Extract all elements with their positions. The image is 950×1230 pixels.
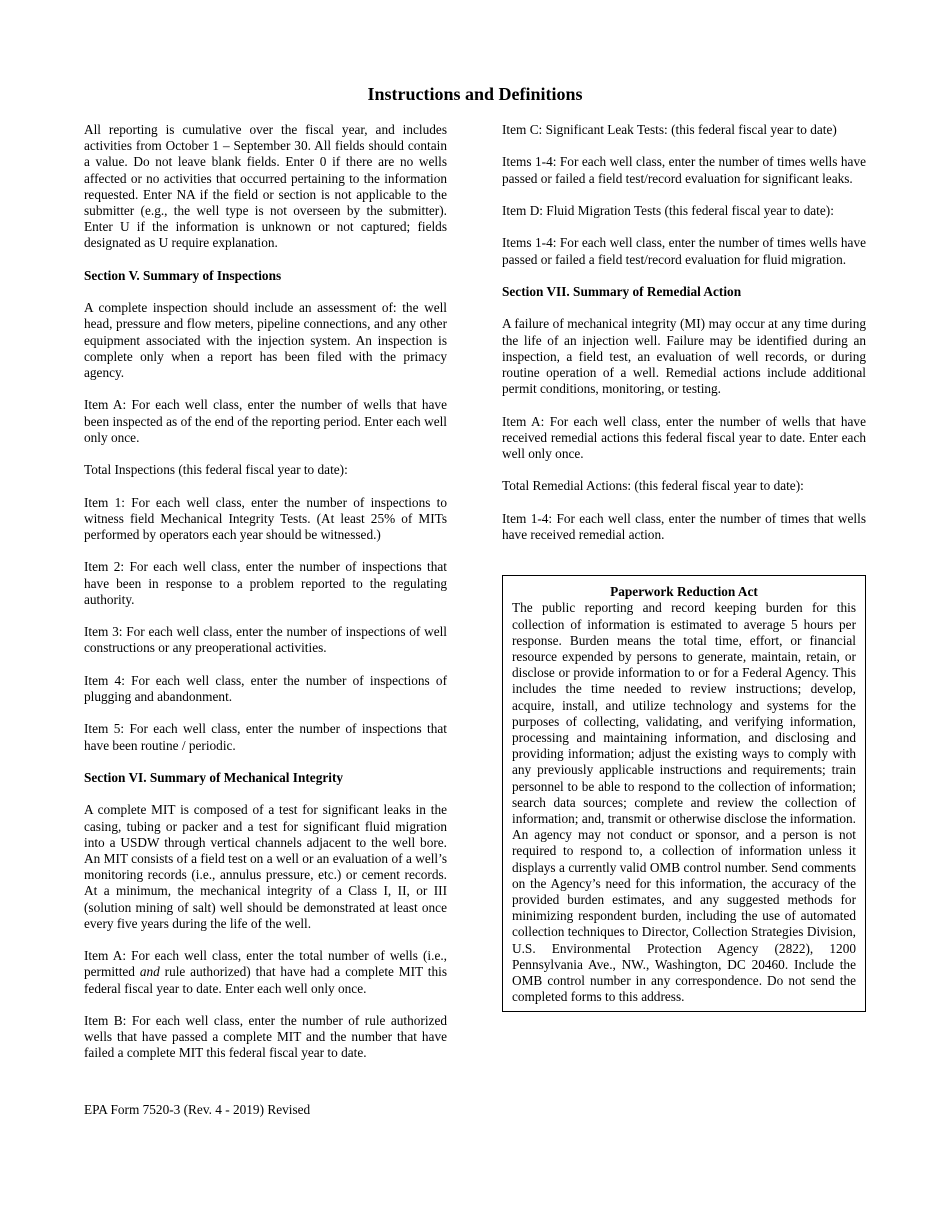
section-v-item-a: Item A: For each well class, enter the number of wells that have been inspected as of the end of the reporting period. Enter each well only once. bbox=[84, 397, 447, 445]
section-v-item-3: Item 3: For each well class, enter the number of inspections of well constructions or any preoperational activities. bbox=[84, 624, 447, 656]
total-remedial-actions-label: Total Remedial Actions: (this federal fiscal year to date): bbox=[502, 478, 804, 494]
left-column bbox=[84, 122, 447, 1078]
section-vi-item-a bbox=[84, 948, 447, 997]
section-vii-intro-paragraph: A failure of mechanical integrity (MI) may occur at any time during the life of an injection well. Failure may be identified during an inspection, a field test, an evaluation of well records, or during routine operation of a well. Remedial actions include additional permit conditions, monitoring, or testing. bbox=[502, 316, 866, 397]
section-v-item-1: Item 1: For each well class, enter the number of inspections to witness field Mechanical Integrity Tests. (At least 25% of MITs performed by operators each year should be witnessed.) bbox=[84, 494, 447, 542]
item-d-label: Item D: Fluid Migration Tests (this federal fiscal year to date): bbox=[502, 202, 834, 218]
section-v-intro-paragraph: A complete inspection should include an assessment of: the well head, pressure and flow meters, pipeline connections, and any other equipment associated with the injection system. An inspection is complete only when a report has been filed with the primacy agency. bbox=[84, 300, 447, 381]
item-c-label: Item C: Significant Leak Tests: (this federal fiscal year to date) bbox=[502, 122, 837, 137]
section-vi-item-a-emphasis: and bbox=[139, 964, 160, 980]
section-vi-item-a-part1: Item A: For each well class, enter the total number of wells (i.e., permitted bbox=[84, 948, 447, 980]
section-vi-heading: Section VI. Summary of Mechanical Integrity bbox=[84, 769, 344, 785]
section-v-heading: Section V. Summary of Inspections bbox=[84, 267, 282, 283]
right-column bbox=[502, 122, 866, 1012]
total-inspections-label: Total Inspections (this federal fiscal year to date): bbox=[84, 462, 348, 478]
page-title: Instructions and Definitions bbox=[367, 84, 583, 104]
reporting-intro-paragraph: All reporting is cumulative over the fiscal year, and includes activities from October 1 – September 30. All fields should contain a value. Do not leave blank fields. Enter 0 if there are no wells affected or no activities that occurred pertaining to the information requested. Enter NA if the field or section is not applicable to the submitter (e.g., the well type is not overseen by the submitter). Enter U if the information is unknown or not captured; fields designated as U require explanation. bbox=[84, 122, 447, 251]
section-vi-intro-paragraph: A complete MIT is composed of a test for significant leaks in the casing, tubing or packer and a test for significant fluid migration into a USDW through vertical channels adjacent to the well bore. An MIT consists of a field test on a well or an evaluation of a well’s monitoring records (i.e., annulus pressure, etc.) or cement records. At a minimum, the mechanical integrity of a Class I, II, or III (solution mining of salt) well should be demonstrated at least once every five years during the life of the well. bbox=[84, 802, 447, 931]
section-vii-item-a: Item A: For each well class, enter the number of wells that have received remedial actions this federal fiscal year to date. Enter each well only once. bbox=[502, 413, 866, 461]
paperwork-reduction-act-box bbox=[502, 575, 866, 1012]
item-c-items: Items 1-4: For each well class, enter the number of times wells have passed or failed a field test/record evaluation for significant leaks. bbox=[502, 154, 866, 186]
section-v-item-2: Item 2: For each well class, enter the number of inspections that have been in response to a problem reported to the regulating authority. bbox=[84, 559, 447, 607]
section-v-item-5: Item 5: For each well class, enter the number of inspections that have been routine / periodic. bbox=[84, 721, 447, 753]
paperwork-reduction-act-title: Paperwork Reduction Act bbox=[610, 584, 758, 600]
section-v-item-4: Item 4: For each well class, enter the number of inspections of plugging and abandonment. bbox=[84, 672, 447, 704]
section-vi-item-a-part2: rule authorized) that have had a complete MIT this federal fiscal year to date. Enter each well only once. bbox=[84, 964, 447, 996]
item-d-items: Items 1-4: For each well class, enter the number of times wells have passed or failed a field test/record evaluation for fluid migration. bbox=[502, 235, 866, 267]
form-footer: EPA Form 7520-3 (Rev. 4 - 2019) Revised bbox=[84, 1102, 311, 1117]
section-vii-item-1-4: Item 1-4: For each well class, enter the number of times that wells have received remedial action. bbox=[502, 510, 866, 542]
paperwork-reduction-act-body: The public reporting and record keeping burden for this collection of information is estimated to average 5 hours per response. Burden means the total time, effort, or financial resource expended by persons to generate, maintain, retain, or disclose or provide information to or for a Federal Agency. This includes the time needed to review instructions; develop, acquire, install, and utilize technology and systems for the purposes of collecting, validating, and verifying information, processing and maintaining information, and disclosing and providing information; adjust the existing ways to comply with any previously applicable instructions and requirements; train personnel to be able to respond to the collection of information; search data sources; complete and review the collection of information; and, transmit or otherwise disclose the information. An agency may not conduct or sponsor, and a person is not required to respond to, a collection of information unless it displays a currently valid OMB control number. Send comments on the Agency’s need for this information, the accuracy of the provided burden estimates, and any suggested methods for minimizing respondent burden, including the use of automated collection techniques to Director, Collection Strategies Division, U.S. Environmental Protection Agency (2822), 1200 Pennsylvania Ave., NW., Washington, DC 20460. Include the OMB control number in any correspondence. Do not send the completed forms to this address. bbox=[512, 600, 856, 1005]
section-vii-heading: Section VII. Summary of Remedial Action bbox=[502, 283, 742, 299]
section-vi-item-b: Item B: For each well class, enter the number of rule authorized wells that have passed a complete MIT and the number that have failed a complete MIT this federal fiscal year to date. bbox=[84, 1012, 447, 1061]
